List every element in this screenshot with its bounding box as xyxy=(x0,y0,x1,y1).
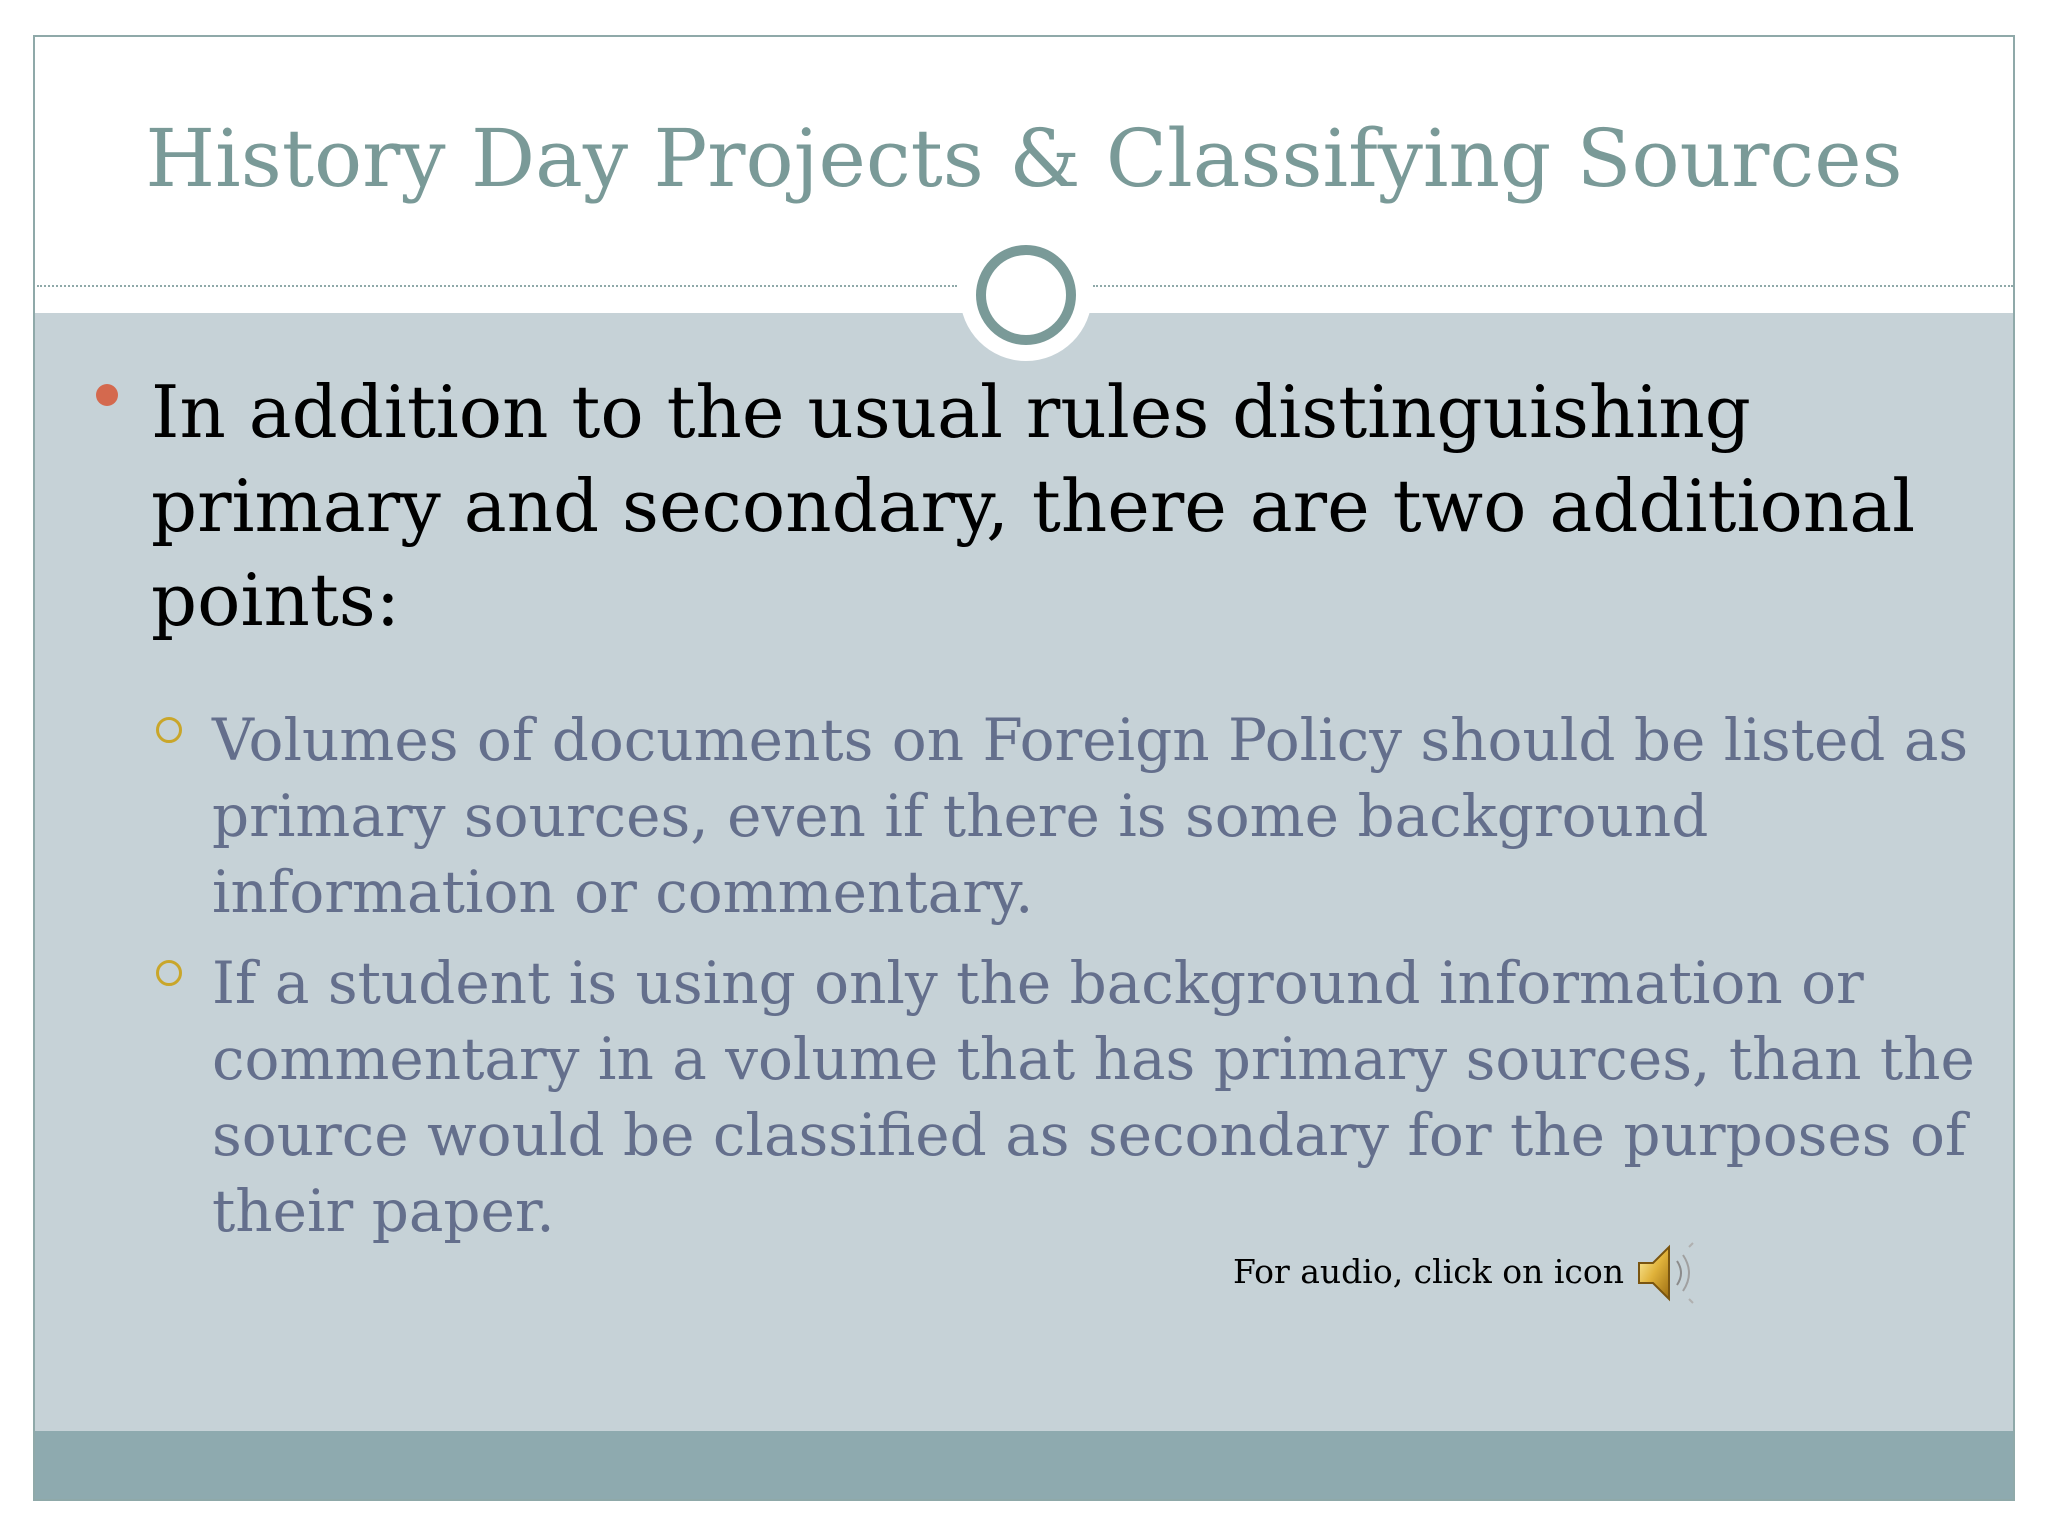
main-bullet-icon xyxy=(96,384,118,406)
divider-circle-icon xyxy=(976,245,1076,345)
sub-bullet-text-2: If a student is using only the background information or commentary in a volume that has primary sources, than the source would be classified as secondary for the purposes of their paper. xyxy=(212,949,1975,1245)
sub-bullet-icon xyxy=(156,960,182,986)
main-bullet-text: In addition to the usual rules distinguishing primary and secondary, there are two additional points: xyxy=(151,370,1916,642)
speaker-icon[interactable] xyxy=(1625,1233,1705,1313)
title-divider-left xyxy=(37,285,957,287)
title-divider-right xyxy=(1093,285,2013,287)
audio-label: For audio, click on icon xyxy=(1233,1252,1625,1291)
slide xyxy=(33,35,2015,1501)
slide-title: History Day Projects & Classifying Sources xyxy=(145,112,1903,205)
sub-bullet-text-1: Volumes of documents on Foreign Policy should be listed as primary sources, even if there is some background information or commentary. xyxy=(212,706,1969,926)
footer-band xyxy=(35,1431,2013,1501)
sub-bullet-icon xyxy=(156,717,182,743)
